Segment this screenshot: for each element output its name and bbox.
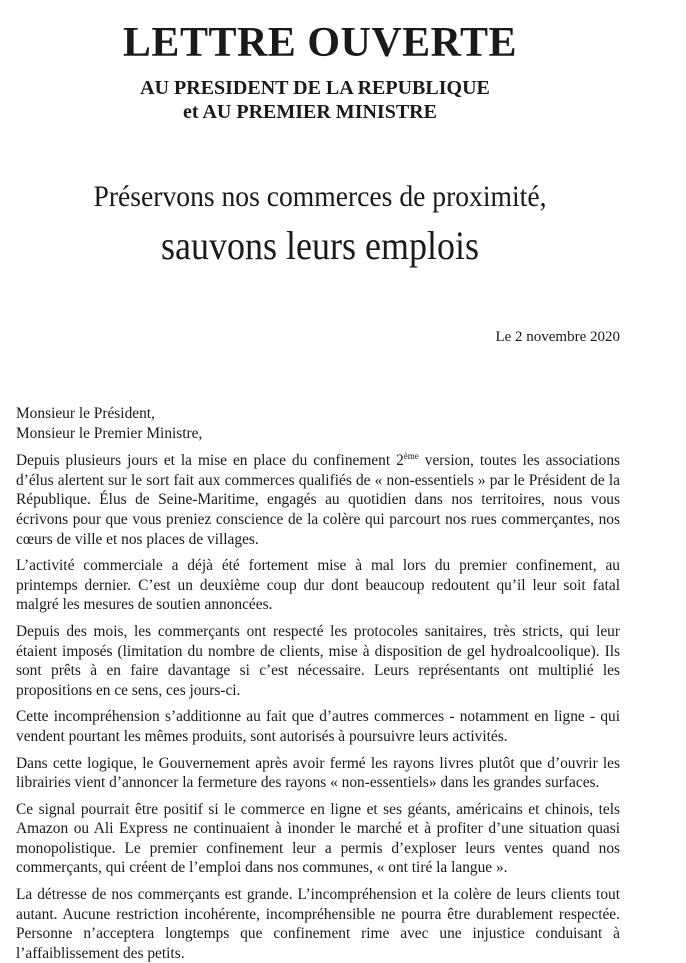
paragraph-3: Depuis des mois, les commerçants ont respecté les protocoles sanitaires, très stricts, qui leur étaient imposés (limitation du nombre de clients, mise à disposition de gel hydroalcoolique). Ils sont prêts à en faire davantage si c’est nécessaire. Leurs représentants ont multiplié les propositions en ce sens, ces jours-ci. (16, 622, 620, 699)
tagline-line-2: sauvons leurs emplois (161, 223, 479, 268)
letter-title: LETTRE OUVERTE (122, 20, 518, 66)
paragraph-1-start: Depuis plusieurs jours et la mise en place du confinement 2 (16, 452, 404, 470)
ordinal-superscript: ème (403, 451, 419, 462)
paragraph-5: Dans cette logique, le Gouvernement après avoir fermé les rayons livres plutôt que d’ouvrir les librairies vient d’annoncer la fermeture des rayons « non-essentiels» dans les grandes surfaces. (16, 754, 620, 792)
addressee-line-1: AU PRESIDENT DE LA REPUBLIQUE (140, 77, 490, 99)
paragraph-1 (16, 451, 620, 549)
letter-body (16, 404, 620, 963)
addressee-line-2: et AU PREMIER MINISTRE (183, 101, 437, 123)
letter-date: Le 2 novembre 2020 (495, 329, 620, 345)
salutation-prime-minister: Monsieur le Premier Ministre, (16, 424, 203, 442)
paragraph-4: Cette incompréhension s’additionne au fait que d’autres commerces - notamment en ligne - qui vendent pourtant les mêmes produits, sont autorisés à poursuivre leurs activités. (16, 708, 620, 745)
paragraph-2: L’activité commerciale a déjà été fortement mise à mal lors du premier confinement, au printemps dernier. C’est un deuxième coup dur dont beaucoup redoutent qu’il leur soit fatal malgré les mesures de soutien annoncées. (16, 557, 620, 614)
salutation-president: Monsieur le Président, (16, 405, 155, 422)
paragraph-1-rest: version, toutes les associations d’élus alertent sur le sort fait aux commerces qualifiés de « non-essentiels » par le Président de la République. Élus de Seine-Maritime, engagés au quotidien dans nos territoires, nous vous écrivons pour que vous preniez conscience de la colère qui parcourt nos rues commerçantes, nos cœurs de ville et nos places de villages. (16, 452, 621, 548)
paragraph-7: La détresse de nos commerçants est grande. L’incompréhension et la colère de leurs clients tout autant. Aucune restriction incohérente, incompréhensible ne pourra être durablement respectée. Personne n’acceptera longtemps que confinement rime avec une injustice conduisant à l’affaiblissement des petits. (16, 886, 620, 962)
paragraph-6: Ce signal pourrait être positif si le commerce en ligne et ses géants, américains et chinois, tels Amazon ou Ali Express ne continuaient à inonder le marché et à profiter d’une situation quasi monopolistique. Le premier confinement leur a permis d’exploser leurs ventes quand nos commerçants, qui créent de l’emploi dans nos communes, « ont tiré la langue ». (16, 800, 620, 877)
tagline-line-1: Préservons nos commerces de proximité, (93, 180, 547, 213)
